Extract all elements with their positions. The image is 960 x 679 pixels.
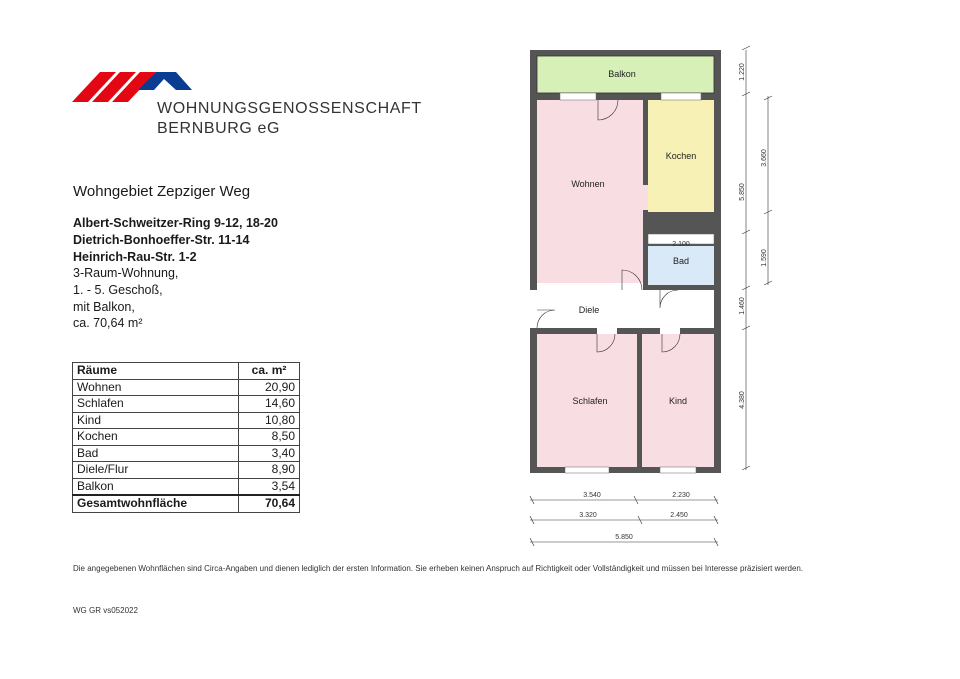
- wall: [648, 285, 714, 290]
- wall: [637, 334, 642, 467]
- company-name-line2: BERNBURG eG: [157, 120, 281, 137]
- label-schlafen: Schlafen: [572, 396, 608, 406]
- label-kochen: Kochen: [665, 151, 697, 161]
- dim-bottom-inner-left: 3.320: [579, 512, 597, 519]
- table-row: [73, 412, 300, 429]
- room-name: Wohnen: [73, 379, 239, 396]
- area-title: Wohngebiet Zepziger Weg: [73, 183, 251, 200]
- dim-right-total-upper: 5.850: [739, 183, 746, 201]
- detail-line: 1. - 5. Geschoß,: [73, 283, 163, 297]
- header-area: ca. m²: [239, 363, 300, 380]
- wall: [537, 328, 714, 334]
- door-opening: [530, 290, 537, 328]
- table-total-row: [73, 495, 300, 512]
- label-kind: Kind: [668, 396, 688, 406]
- label-wohnen: Wohnen: [571, 179, 605, 189]
- table-header-row: [73, 363, 300, 380]
- dim-right-balkon: 1.220: [739, 63, 746, 81]
- room-area: 10,80: [239, 412, 300, 429]
- detail-line: ca. 70,64 m²: [73, 316, 143, 330]
- room-area: 8,90: [239, 462, 300, 479]
- address-line: Albert-Schweitzer-Ring 9-12, 18-20: [73, 216, 278, 230]
- window: [661, 93, 701, 100]
- room-name: Balkon: [73, 478, 239, 495]
- door-opening: [660, 328, 680, 334]
- company-name-line1: WOHNUNGSGENOSSENSCHAFT: [157, 100, 422, 117]
- dim-bottom-outer-left: 3.540: [583, 492, 601, 499]
- wall: [648, 212, 714, 234]
- rooms-area-table: [72, 362, 300, 513]
- room-name: Kochen: [73, 429, 239, 446]
- floor-plan: [525, 45, 790, 550]
- header-room: Räume: [73, 363, 239, 380]
- disclaimer-text: Die angegebenen Wohnflächen sind Circa-Angaben und dienen lediglich der ersten Information. Sie erheben keinen Anspruch auf Richtigkeit oder Vollständigkeit und müssen bei Interesse präzisiert werden.: [73, 564, 804, 573]
- total-label: Gesamtwohnfläche: [73, 495, 239, 512]
- version-code: WG GR vs052022: [73, 606, 138, 615]
- room-area: 20,90: [239, 379, 300, 396]
- dim-right-diele: 1.460: [739, 297, 746, 315]
- window: [660, 467, 696, 473]
- table-row: [73, 379, 300, 396]
- detail-line: mit Balkon,: [73, 300, 135, 314]
- room-area: 3,40: [239, 445, 300, 462]
- room-area: 8,50: [239, 429, 300, 446]
- door-opening: [620, 285, 642, 290]
- door-opening: [643, 185, 648, 210]
- table-row: [73, 429, 300, 446]
- dim-right-lower: 4.380: [739, 391, 746, 409]
- room-wohnen: [537, 100, 643, 285]
- label-diele: Diele: [578, 305, 600, 315]
- dim-bad-width: 2.100: [672, 241, 690, 248]
- room-diele: [537, 290, 714, 328]
- window: [560, 93, 596, 100]
- room-name: Bad: [73, 445, 239, 462]
- address-line: Dietrich-Bonhoeffer-Str. 11-14: [73, 233, 250, 247]
- room-area: 3,54: [239, 478, 300, 495]
- table-row: [73, 445, 300, 462]
- room-name: Kind: [73, 412, 239, 429]
- room-name: Diele/Flur: [73, 462, 239, 479]
- address-line: Heinrich-Rau-Str. 1-2: [73, 250, 197, 264]
- dim-bottom-inner-right: 2.450: [670, 512, 688, 519]
- window: [565, 467, 609, 473]
- dim-bottom-total: 5.850: [615, 534, 633, 541]
- dim-bottom-outer-right: 2.230: [672, 492, 690, 499]
- total-value: 70,64: [239, 495, 300, 512]
- table-row: [73, 478, 300, 495]
- dim-right-upper: 3.660: [761, 149, 768, 167]
- label-bad: Bad: [672, 256, 690, 266]
- label-balkon: Balkon: [608, 69, 636, 79]
- table-row: [73, 396, 300, 413]
- detail-line: 3-Raum-Wohnung,: [73, 266, 179, 280]
- door-opening: [597, 328, 617, 334]
- table-row: [73, 462, 300, 479]
- room-name: Schlafen: [73, 396, 239, 413]
- room-area: 14,60: [239, 396, 300, 413]
- dim-right-bad: 1.590: [761, 249, 768, 267]
